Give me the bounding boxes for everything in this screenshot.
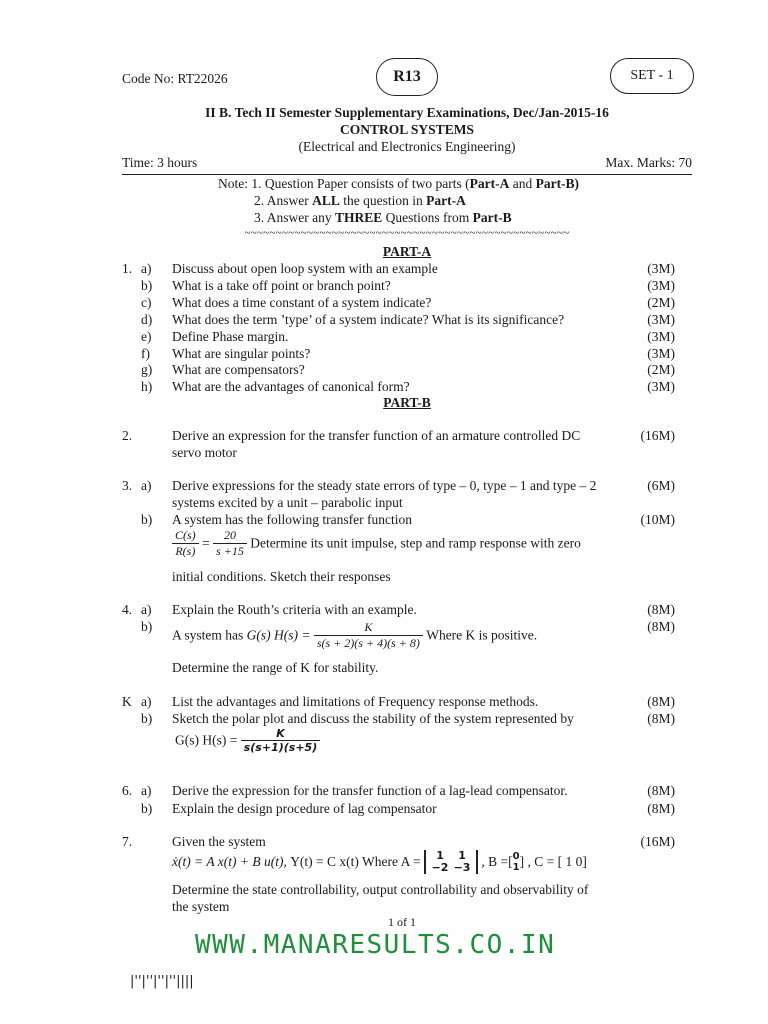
website-watermark: WWW.MANARESULTS.CO.IN <box>195 930 556 960</box>
question-1-item-marks: (3M) <box>647 345 675 361</box>
question-7-marks: (16M) <box>640 834 675 849</box>
question-1-item-marks: (3M) <box>647 311 675 327</box>
code-number: Code No: RT22026 <box>122 71 228 86</box>
question-3b-label: b) <box>141 512 153 527</box>
question-1-item-marks: (3M) <box>647 328 675 344</box>
question-2-number: 2. <box>122 428 133 443</box>
question-5b-text: Sketch the polar plot and discuss the stability of the system represented by <box>172 711 574 726</box>
tilde-divider: ~~~~~~~~~~~~~~~~~~~~~~~~~~~~~~~~~~~~~~~~~~~~~~~~~~~~ <box>244 227 570 239</box>
question-2-marks: (16M) <box>640 428 675 443</box>
question-6a-text: Derive the expression for the transfer function of a lag-lead compensator. <box>172 783 568 798</box>
question-4b-text-2: Determine the range of K for stability. <box>172 660 379 675</box>
question-5-number: K <box>122 694 132 709</box>
question-1-item-text: What does the term ’type’ of a system indicate? What is its significance? <box>172 311 565 327</box>
question-6b-text: Explain the design procedure of lag compensator <box>172 801 437 816</box>
question-4a-text: Explain the Routh’s criteria with an example. <box>172 602 417 617</box>
part-b-title: PART-B <box>383 395 431 410</box>
question-2-text-1: Derive an expression for the transfer function of an armature controlled DC <box>172 428 581 443</box>
question-3b-equation: $\frac{C(s)}{R(s)}$ = $\frac{20}{s +15}$ Determine its unit impulse, step and ramp response with zero <box>172 528 581 559</box>
question-3a-text-1: Derive expressions for the steady state errors of type – 0, type – 1 and type – 2 <box>172 478 597 493</box>
branch-name: (Electrical and Electronics Engineering) <box>298 139 516 154</box>
max-marks-label: Max. Marks: 70 <box>605 155 692 170</box>
question-4b-label: b) <box>141 619 153 634</box>
question-1-item-text: What are singular points? <box>172 345 311 361</box>
question-1-item-marks: (3M) <box>647 277 675 293</box>
question-1-item-label: a) <box>141 261 152 276</box>
question-3b-text-3: initial conditions. Sketch their responses <box>172 569 391 584</box>
question-3b-marks: (10M) <box>640 512 675 527</box>
question-2-text-2: servo motor <box>172 445 237 460</box>
question-3-number: 3. <box>122 478 133 493</box>
question-1-item-label: e) <box>141 328 152 344</box>
question-1-item-text: What are the advantages of canonical form? <box>172 379 410 395</box>
question-5b-marks: (8M) <box>647 711 675 726</box>
question-6a-label: a) <box>141 783 152 798</box>
question-4-number: 4. <box>122 602 133 617</box>
question-1-item-marks: (3M) <box>647 379 675 395</box>
question-3a-marks: (6M) <box>647 478 675 493</box>
header-divider <box>122 174 692 175</box>
question-4b-marks: (8M) <box>647 619 675 634</box>
question-1-item-label: b) <box>141 277 153 293</box>
barcode-strip: |''|''|''|''|||| <box>130 974 194 989</box>
note-line-3: 3. Answer any THREE Questions from Part-B <box>254 210 512 225</box>
question-1-item-text: What are compensators? <box>172 362 305 378</box>
regulation-badge: R13 <box>376 58 438 96</box>
question-1-item-label: c) <box>141 294 152 310</box>
question-7-number: 7. <box>122 834 133 849</box>
question-5b-label: b) <box>141 711 153 726</box>
question-1-item-label: d) <box>141 311 153 327</box>
question-7-equation: ẋ(t) = A x(t) + B u(t), Y(t) = C x(t) Where A = 1 1 −2 −3 , B =[0 1] , C = [ 1 0] <box>172 849 587 874</box>
note-line-1: Note: 1. Question Paper consists of two parts (Part-A and Part-B) <box>218 176 580 191</box>
question-5a-marks: (8M) <box>647 694 675 709</box>
question-6b-marks: (8M) <box>647 801 675 816</box>
part-a-title: PART-A <box>382 244 432 259</box>
matrix-a: 1 1 −2 −3 <box>424 850 478 874</box>
subject-title: CONTROL SYSTEMS <box>340 122 474 137</box>
set-badge: SET - 1 <box>610 58 694 94</box>
question-1-number: 1. <box>122 261 133 276</box>
question-5b-equation: G(s) H(s) = $\frac{K}{s(s+1)(s+5)}$ <box>175 727 320 754</box>
question-1-item-marks: (3M) <box>647 261 675 276</box>
question-4b-equation: A system has G(s) H(s) = $\frac{K}{s(s + 2)(s + 4)(s + 8)}$ Where K is positive. <box>172 620 538 650</box>
question-1-item-text: What is a take off point or branch point? <box>172 277 391 293</box>
question-7-text-1: Given the system <box>172 834 266 849</box>
time-label: Time: 3 hours <box>122 155 198 170</box>
question-3a-text-2: systems excited by a unit – parabolic input <box>172 495 403 510</box>
note-line-2: 2. Answer ALL the question in Part-A <box>254 193 466 208</box>
question-1-item-text: What does a time constant of a system indicate? <box>172 294 432 310</box>
question-1-item-label: h) <box>141 379 153 395</box>
question-6-number: 6. <box>122 783 133 798</box>
question-6a-marks: (8M) <box>647 783 675 798</box>
question-7-text-3: Determine the state controllability, output controllability and observability of <box>172 882 589 897</box>
question-7-text-4: the system <box>172 899 230 914</box>
question-1-item-label: g) <box>141 362 153 378</box>
question-1-item-text: Define Phase margin. <box>172 328 289 344</box>
question-5a-label: a) <box>141 694 152 709</box>
page-number: 1 of 1 <box>388 915 416 929</box>
question-1-item-label: f) <box>141 345 150 361</box>
matrix-b: 0 1 <box>512 851 520 873</box>
question-1-item-marks: (2M) <box>647 294 675 310</box>
question-3b-text-1: A system has the following transfer function <box>172 512 412 527</box>
question-3a-label: a) <box>141 478 152 493</box>
question-4a-marks: (8M) <box>647 602 675 617</box>
exam-title: II B. Tech II Semester Supplementary Examinations, Dec/Jan-2015-16 <box>205 105 609 120</box>
question-4a-label: a) <box>141 602 152 617</box>
question-6b-label: b) <box>141 801 153 816</box>
question-1-item-text: Discuss about open loop system with an example <box>172 261 438 276</box>
question-5a-text: List the advantages and limitations of Frequency response methods. <box>172 694 539 709</box>
question-1-item-marks: (2M) <box>647 362 675 378</box>
